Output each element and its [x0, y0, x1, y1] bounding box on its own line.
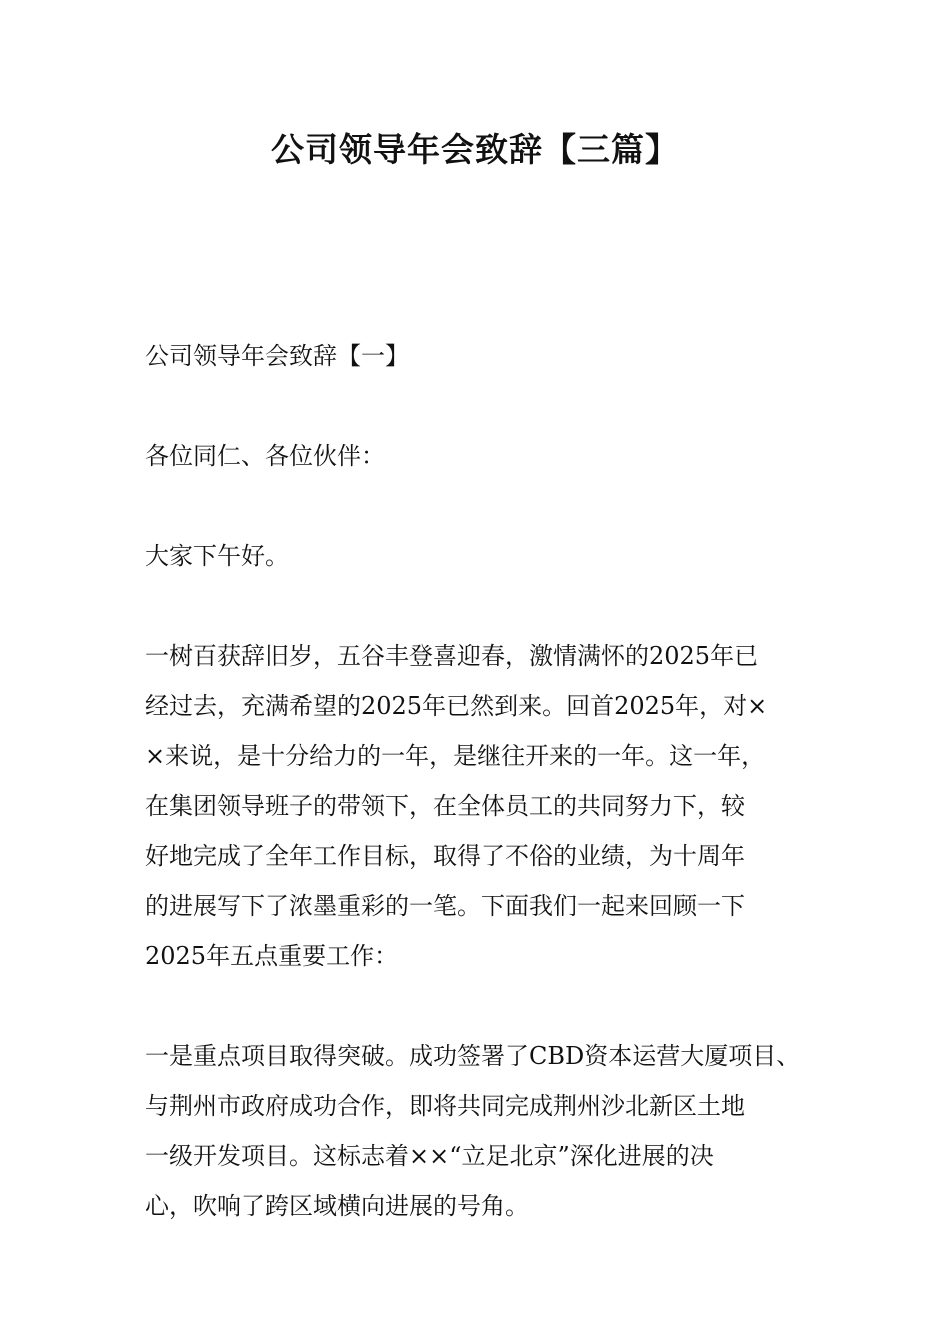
greeting: 大家下午好。: [145, 542, 289, 570]
paragraph-line: 经过去，充满希望的2025年已然到来。回首2025年，对×: [145, 692, 768, 720]
paragraph-line: 一是重点项目取得突破。成功签署了CBD资本运营大厦项目、: [145, 1042, 801, 1070]
paragraph-line: 2025年五点重要工作：: [145, 942, 399, 970]
paragraph-line: 好地完成了全年工作目标，取得了不俗的业绩，为十周年: [145, 842, 745, 870]
document-title: 公司领导年会致辞【三篇】: [271, 130, 679, 169]
paragraph-1: [145, 631, 835, 981]
paragraph-2: [145, 1031, 835, 1231]
paragraph-line: 的进展写下了浓墨重彩的一笔。下面我们一起来回顾一下: [145, 892, 745, 920]
paragraph-line: 与荆州市政府成功合作，即将共同完成荆州沙北新区土地: [145, 1092, 745, 1120]
paragraph-line: 一级开发项目。这标志着××“立足北京”深化进展的决: [145, 1142, 714, 1170]
paragraph-line: 一树百获辞旧岁，五谷丰登喜迎春，激情满怀的2025年已: [145, 642, 759, 670]
section-heading: 公司领导年会致辞【一】: [145, 342, 409, 370]
paragraph-line: 心，吹响了跨区域横向进展的号角。: [145, 1192, 529, 1220]
salutation: 各位同仁、各位伙伴：: [145, 442, 385, 470]
document-body: [145, 331, 835, 1231]
paragraph-line: 在集团领导班子的带领下，在全体员工的共同努力下，较: [145, 792, 745, 820]
paragraph-line: ×来说，是十分给力的一年，是继往开来的一年。这一年，: [145, 742, 766, 770]
